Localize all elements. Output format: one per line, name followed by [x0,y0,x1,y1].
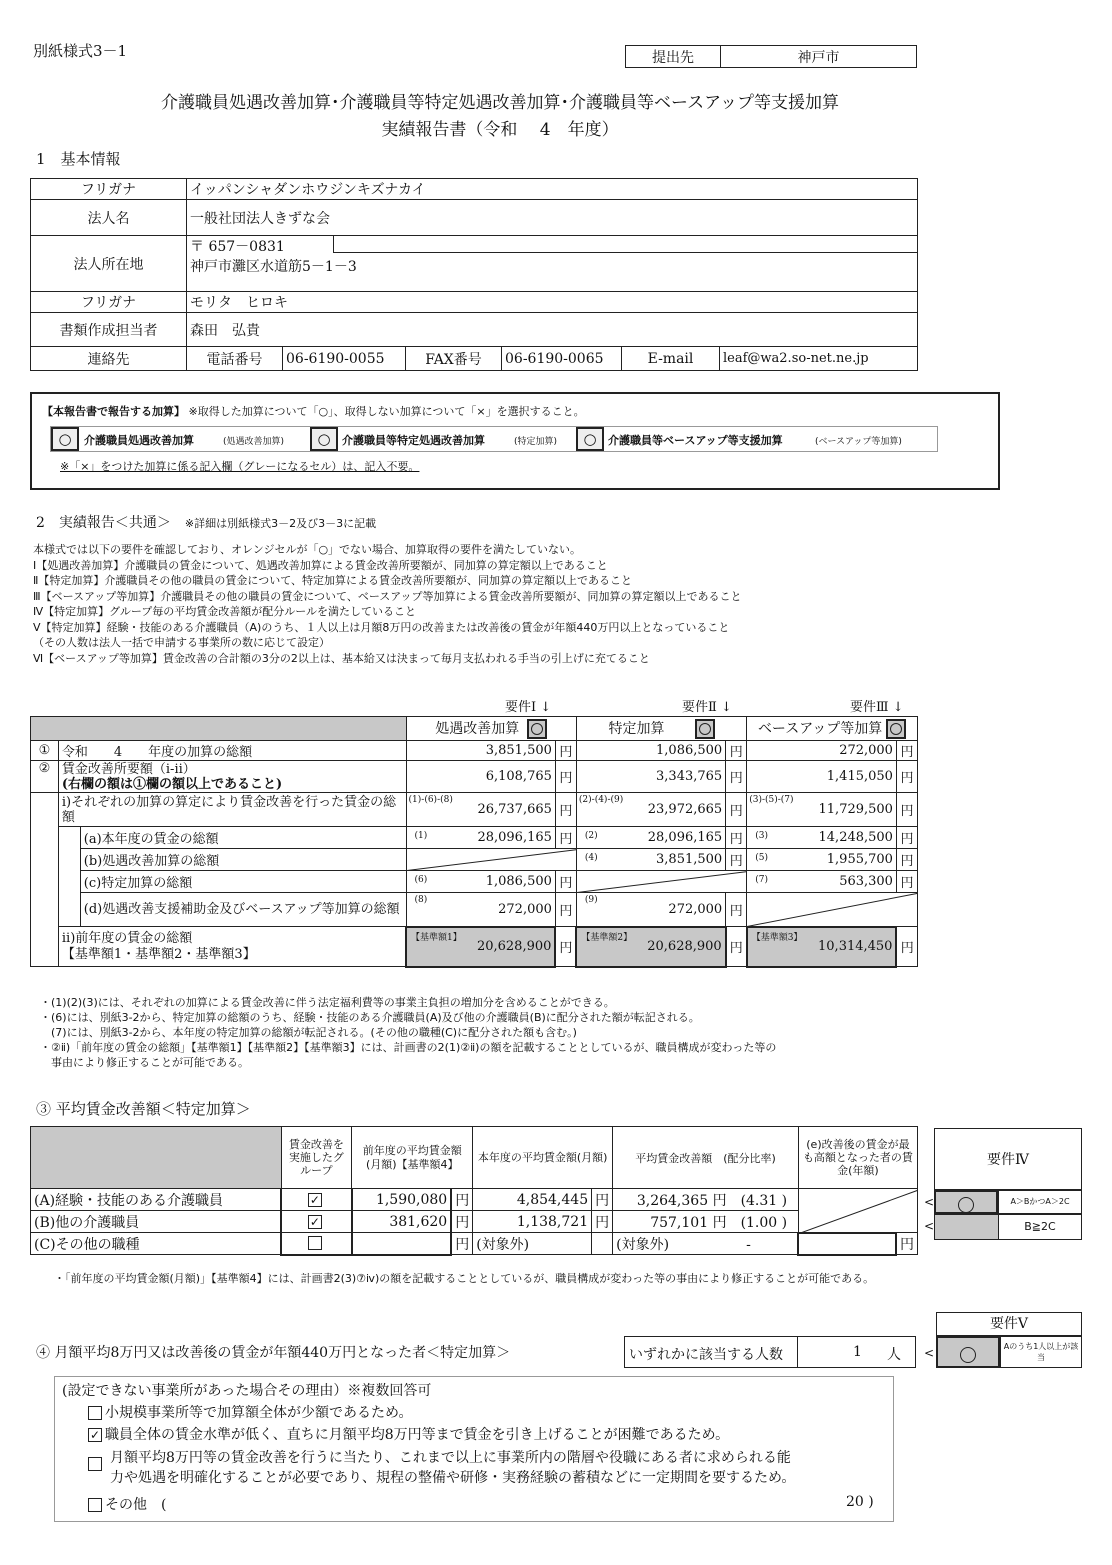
note-line: ・(6)には、別紙3-2から、特定加算の総額のうち、経験・技能のある介護職員(A)及び他の介護職員(B)に配分された額が転記される。 [40,1011,700,1024]
rowa-tag1: (1) [414,831,428,841]
rowd-label: (d)処遇改善支援補助金及びベースアップ等加算の総額 [80,893,406,927]
furigana-label: フリガナ [31,179,187,200]
select-mark-2[interactable]: ○ [310,427,338,451]
indent-cell-2 [58,827,80,927]
col3-title: ベースアップ等加算 [757,721,883,737]
requirement-line: Ⅰ【処遇改善加算】介護職員の賃金について、処遇改善加算による賃金改善所要額が、同加算の算定額以上であること [33,558,608,572]
requirement-line: Ⅱ【特定加算】介護職員その他の職員の賃金について、特定加算による賃金改善所要額が、同加算の算定額以上であること [33,574,632,587]
head-e: (e)改善後の賃金が最も高額となった者の賃金(年額) [798,1127,917,1189]
section4-heading: ④ 月額平均8万円又は改善後の賃金が年額440万円となった者＜特定加算＞ [36,1345,511,1361]
rowc-v3: 563,300 [839,874,893,889]
author-value: 森田 弘貴 [187,313,918,347]
rowi-v3: 11,729,500 [818,802,893,817]
rowc-tag3: (7) [755,875,768,885]
reason-4-text: その他 ( [105,1497,167,1513]
reason-1-text: 小規模事業所等で加算額全体が少額であるため。 [105,1405,413,1421]
rowb-v3: 1,955,700 [826,852,893,867]
arrow-icon: < [924,1195,935,1209]
req5-note: Aのうち1人以上が該当 [1000,1336,1082,1368]
req3-label: 要件Ⅲ ↓ [850,700,904,715]
col3-head [747,717,918,741]
reason-1[interactable] [88,1402,412,1422]
row-a-ratio: (4.31 ) [740,1192,788,1209]
select-note: ※取得した加算について「○」、取得しない加算について「×」を選択すること。 [188,405,585,418]
select-mark-3[interactable]: ○ [576,427,604,451]
row-c-checkbox[interactable] [308,1236,322,1250]
row-c-prev [352,1233,451,1255]
rowb-label: (b)処遇改善加算の総額 [80,849,406,871]
rowii-tag1: 【基準額1】 [411,932,462,943]
head-ratio: (配分比率) [723,1151,776,1165]
row-c-blank [592,1233,613,1255]
yen: 円 [592,1189,613,1211]
zip-value: 〒 657－0831 [190,239,285,255]
yen: 円 [896,1233,918,1255]
e-empty [798,1189,917,1233]
req5-circle-icon [960,1347,976,1363]
rowii-tag2: 【基準額2】 [581,932,633,943]
section2-heading-note: ※詳細は別紙様式3－2及び3－3に記載 [184,517,377,530]
row-c-label: (C)その他の職種 [31,1233,282,1255]
row-b-avg: 757,101 [650,1214,709,1231]
count-box [624,1336,916,1368]
requirement-line: Ⅲ【ベースアップ等加算】介護職員その他の職員の賃金について、ベースアップ等加算による賃金改善所要額が、同加算の算定額以上であること [33,589,742,603]
reason-2-text: 職員全体の賃金水準が低く、直ちに月額平均8万円等まで賃金を引き上げることが困難であるため。 [105,1427,730,1443]
rowb-tag1: (4) [584,853,598,863]
submit-label: 提出先 [626,46,721,68]
rowi-v1: 26,737,665 [477,802,552,817]
tel-value: 06-6190-0055 [283,347,406,371]
rowc-v1: 1,086,500 [485,874,552,889]
row-a-prev: 1,590,080 [352,1189,451,1211]
reason-4-checkbox[interactable] [88,1498,102,1512]
col2-status-icon [699,723,711,735]
row-c-e [798,1233,896,1255]
email-label: E-mail [622,347,720,371]
row1-v3: 272,000 [747,741,897,761]
yen: 円 [451,1211,473,1233]
select-item-2: 介護職員等特定処遇改善加算 [342,434,485,447]
note-line: (7)には、別紙3-2から、本年度の特定加算の総額が転記される。(その他の職種(C)に配分された額も含む。) [40,1026,577,1039]
row-a-cur: 4,854,445 [473,1189,592,1211]
rowi-tag3: (3)-(5)-(7) [749,795,794,805]
select-head: 【本報告書で報告する加算】 [42,405,185,418]
requirement-line: Ⅳ【特定加算】グループ毎の平均賃金改善額が配分ルールを満たしていること [33,605,417,618]
addr-value: 神戸市灘区水道筋5－1－3 [190,259,357,275]
reason-head: (設定できない事業所があった場合その理由）※複数回答可 [62,1383,432,1399]
furigana2-label: フリガナ [31,292,187,313]
select-item-2-sub: (特定加算) [514,437,558,447]
title-line1: 介護職員処遇改善加算･介護職員等特定処遇改善加算･介護職員等ベースアップ等支援加算 [161,93,839,113]
rowi-label: ⅰ)それぞれの加算の算定により賃金改善を行った賃金の総額 [58,793,406,827]
requirement-line: 本様式では以下の要件を確認しており、オレンジセルが「○」でない場合、加算取得の要件を満たしていない。 [33,543,582,556]
row2-num: ② [31,761,59,793]
row-a-label: (A)経験・技能のある介護職員 [31,1189,282,1211]
rowd-empty [747,893,918,927]
count-value: 1 [853,1344,862,1360]
count-unit: 人 [887,1347,901,1363]
tel-label: 電話番号 [187,347,283,371]
rowi-v2: 23,972,665 [647,802,723,817]
rowa-v1: 28,096,165 [477,830,552,845]
yen: 円 [726,761,747,793]
reason-1-checkbox[interactable] [88,1406,102,1420]
reason-2-checkbox[interactable]: ✓ [89,1428,101,1442]
furigana-value: イッパンシャダンホウジンキズナカイ [187,179,918,200]
head-group: 賃金改善を実施したグループ [281,1127,352,1189]
select-head-row [42,403,585,419]
reason-4[interactable] [88,1494,166,1514]
basic-info-table [30,178,918,371]
row-c-avg: (対象外) [616,1236,670,1253]
arrow-icon: < [924,1219,935,1233]
col2-title: 特定加算 [608,721,665,737]
yen: 円 [726,741,747,761]
yen: 円 [726,927,747,967]
note-line: 事由により修正することが可能である。 [40,1056,249,1069]
head-prev: 前年度の平均賃金額(月額)【基準額4】 [352,1127,473,1189]
furigana2-value: モリタ ヒロキ [187,292,918,313]
select-row [50,426,938,452]
indent-cell [31,793,59,967]
rowb-tag2: (5) [755,853,768,863]
yen: 円 [896,849,917,871]
s3-note: ・「前年度の平均賃金額(月額)」【基準額4】には、計画書2(3)⑦ⅳ)の額を記載することとしているが、職員構成が変わった等の事由により修正することが可能である。 [54,1272,875,1285]
col3-status-icon [890,723,902,735]
yen: 円 [726,827,747,849]
rowd-v1: 272,000 [498,901,552,917]
rowd-v2: 272,000 [668,901,723,917]
req1-label: 要件Ⅰ ↓ [505,700,552,715]
submit-value: 神戸市 [721,46,917,68]
rowd-tag2: (9) [584,895,598,905]
cond1: A＞BかつA＞2C [998,1190,1082,1214]
row1-label: 令和 4 年度の加算の総額 [58,741,406,761]
rowii-label2: 【基準額1・基準額2・基準額3】 [61,946,256,962]
yen: 円 [896,827,917,849]
req4-box: 要件Ⅳ [934,1128,1082,1190]
rowc-empty [576,871,746,893]
req5-box: 要件Ⅴ [936,1312,1082,1336]
rowa-tag2: (2) [584,831,598,841]
arrow-icon: < [924,1346,935,1360]
reason-3-text-b: 力や処遇を明確化することが必要であり、規程の整備や研修・実務経験の蓄積などに一定期間を要するため。 [110,1470,796,1486]
yen: 円 [896,741,917,761]
yen: 円 [555,761,576,793]
req5-status [936,1336,1000,1368]
section3-heading: ③ 平均賃金改善額＜特定加算＞ [36,1100,251,1118]
reason-3-text: 月額平均8万円等の賃金改善を行うに当たり、これまで以上に事業所内の階層や役職にある者に求められる能 [110,1450,791,1466]
yen: 円 [896,927,917,967]
select-item-1: 介護職員処遇改善加算 [84,434,194,447]
rowa-label: (a)本年度の賃金の総額 [80,827,406,849]
zip-divider [333,236,918,253]
corp-label: 法人名 [31,200,187,236]
note-line: ・②ⅱ)「前年度の賃金の総額」【基準額1】【基準額2】【基準額3】には、計画書の2(1)②ⅱ)の額を記載することとしているが、職員構成が変わった等の [40,1041,777,1054]
select-item-3-sub: (ベースアップ等加算) [815,437,902,447]
yen: 円 [555,893,576,927]
row2-label2: (右欄の額は①欄の額以上であること) [61,776,283,792]
reason-3[interactable] [88,1447,795,1487]
select-foot: ※「×」をつけた加算に係る記入欄（グレーになるセル）は、記入不要。 [60,460,420,473]
head-cur: 本年度の平均賃金額(月額) [473,1127,613,1189]
row-b-label: (B)他の介護職員 [31,1211,282,1233]
row-b-ratio: (1.00 ) [740,1214,788,1231]
author-label: 書類作成担当者 [31,313,187,347]
row1-num: ① [31,741,59,761]
rowa-tag3: (3) [755,831,768,841]
row1-v1: 3,851,500 [406,741,555,761]
avg-wage-table [30,1126,918,1256]
section2-heading-row [36,512,376,532]
s3-head-blank [31,1127,282,1189]
rowii-label1: ⅱ)前年度の賃金の総額 [61,930,193,946]
rowi-tag2: (2)-(4)-(9) [578,795,624,805]
other-close: 20 ) [846,1494,874,1510]
addr-label: 法人所在地 [31,236,187,292]
req4-status-a [934,1190,998,1214]
head-avg: 平均賃金改善額 [635,1151,713,1165]
yen: 円 [712,1192,727,1209]
yen: 円 [896,793,917,827]
reason-2[interactable] [88,1424,729,1444]
col1-status-icon [531,723,543,735]
reason-3-checkbox[interactable] [88,1457,102,1471]
contact-label: 連絡先 [31,347,187,371]
corp-value: 一般社団法人きずな会 [187,200,918,236]
select-item-1-sub: (処遇改善加算) [223,437,285,447]
title-line2: 実績報告書（令和 4 年度） [381,120,619,140]
requirement-line: Ⅴ【特定加算】経験・技能のある介護職員（A)のうち、１人以上は月額8万円の改善または改善後の賃金が年額440万円以上となっていること [33,620,730,634]
base3-value: 10,314,450 [818,939,893,954]
yen: 円 [726,793,747,827]
row2-v1: 6,108,765 [406,761,555,793]
base1-value: 20,628,900 [476,939,552,954]
yen: 円 [896,761,917,793]
col1-head [406,717,576,741]
yen: 円 [451,1189,473,1211]
note-line: ・(1)(2)(3)には、それぞれの加算による賃金改善に伴う法定福利費等の事業主負担の増加分を含めることができる。 [40,996,615,1009]
rowc-label: (c)特定加算の総額 [80,871,406,893]
req4-circle-icon-a [958,1197,974,1213]
count-label: いずれかに該当する人数 [629,1347,783,1363]
rowb-empty [406,849,576,871]
row-b-checkbox[interactable]: ✓ [309,1214,320,1229]
row2-v2: 3,343,765 [576,761,725,793]
select-mark-1[interactable]: ○ [51,427,79,451]
fax-value: 06-6190-0065 [502,347,622,371]
section1-heading: 1 基本情報 [36,150,121,168]
row2-label1: 賃金改善所要額（ⅰ-ⅱ） [61,761,196,777]
yen: 円 [712,1214,727,1231]
row-a-checkbox[interactable]: ✓ [309,1192,320,1207]
row-b-cur: 1,138,721 [473,1211,592,1233]
yen: 円 [555,741,576,761]
col2-head [576,717,746,741]
requirement-line: Ⅵ【ベースアップ等加算】賃金改善の合計額の3分の2以上は、基本給又は決まって毎月支払われる手当の引上げに充てること [33,651,650,665]
yen: 円 [592,1211,613,1233]
rowa-v2: 28,096,165 [647,830,723,845]
col1-title: 処遇改善加算 [435,721,520,737]
row-c-cur: (対象外) [473,1233,592,1255]
yen: 円 [555,827,576,849]
rowb-v2: 3,851,500 [656,852,723,867]
select-item-3: 介護職員等ベースアップ等支援加算 [608,434,783,447]
fax-label: FAX番号 [406,347,502,371]
row1-v2: 1,086,500 [576,741,725,761]
rowa-v3: 14,248,500 [818,830,893,845]
row2-v3: 1,415,050 [747,761,897,793]
row-a-avg: 3,264,365 [636,1192,709,1209]
req2-label: 要件Ⅱ ↓ [682,700,732,715]
header-blank [31,717,407,741]
yen: 円 [451,1233,473,1255]
yen: 円 [555,927,576,967]
rowii-tag3: 【基準額3】 [751,932,803,943]
yen: 円 [896,871,917,893]
yen: 円 [726,893,747,927]
row-b-prev: 381,620 [352,1211,451,1233]
rowi-tag1: (1)-(6)-(8) [408,795,453,805]
rowd-tag1: (8) [414,895,428,905]
rowc-tag1: (6) [414,875,428,885]
email-value: leaf@wa2.so-net.ne.jp [720,347,918,371]
yen: 円 [555,871,576,893]
summary-table [30,716,918,968]
yen: 円 [726,849,747,871]
cond2: B≧2C [998,1214,1082,1240]
base2-value: 20,628,900 [647,939,722,954]
row-c-ratio: - [746,1236,751,1253]
submit-box [625,45,917,68]
form-id: 別紙様式3－1 [33,42,128,60]
yen: 円 [555,793,576,827]
section2-heading: 2 実績報告＜共通＞ [36,515,171,531]
requirement-line: （その人数は法人一括で申請する事業所の数に応じて設定） [33,636,330,649]
